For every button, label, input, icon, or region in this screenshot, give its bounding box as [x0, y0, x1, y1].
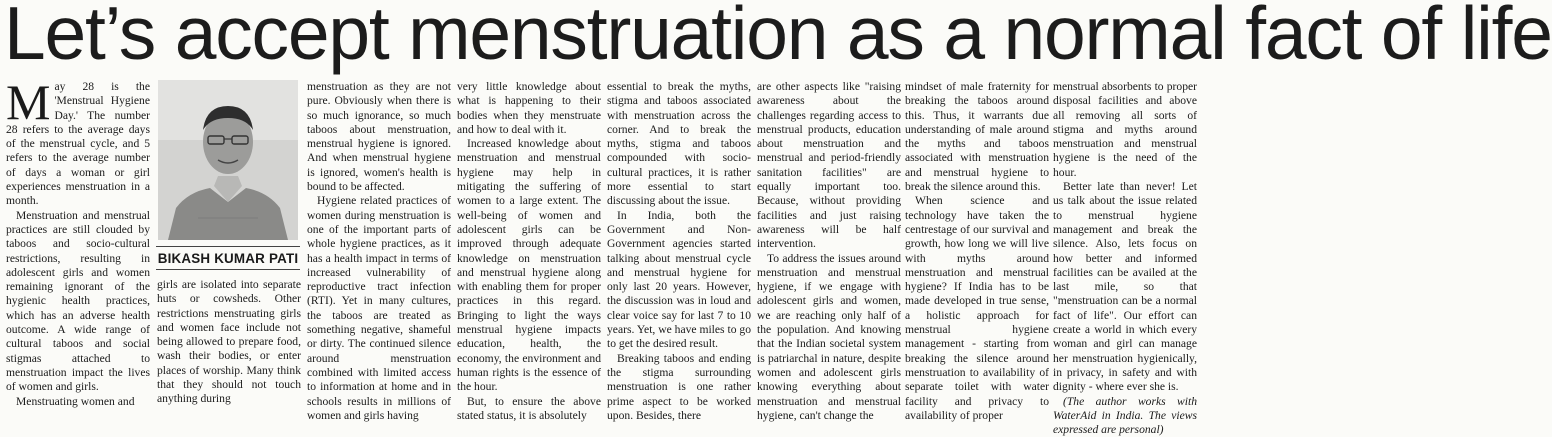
article-column-8: [1053, 80, 1197, 437]
paragraph: To address the issues around menstruation and menstrual hygiene, if we engage with adolescent girls and women, we are reaching only half of the population. And knowing that the Indian societal system is patriarchal in nature, despite women and adolescent girls knowing everything about menstruation and menstrual hygiene, can't change the: [757, 251, 901, 422]
article-column-4: [457, 80, 601, 422]
paragraph: Increased knowledge about menstruation and menstrual hygiene may help in mitigating the suffering of women to a large extent. The well-being of women and adolescent girls can be improved through adequate knowledge on menstruation and menstrual hygiene along with enabling them for proper practices in this regard. Bringing to light the ways menstrual hygiene impacts education, health, the economy, the environment and human rights is the essence of the hour.: [457, 137, 601, 394]
paragraph: essential to break the myths, stigma and taboos associated with menstruation across the corner. And to break the myths, stigma and taboos compounded with socio-cultural practices, it is rather more essential to start discussing about the issue.: [607, 80, 751, 208]
article-column-2: [157, 278, 301, 419]
headline: Let’s accept menstruation as a normal fact of life: [4, 0, 1552, 75]
author-byline: BIKASH KUMAR PATI: [156, 246, 300, 270]
paragraph: [6, 74, 150, 209]
paragraph: But, to ensure the above stated status, it is absolutely: [457, 394, 601, 422]
paragraph-text: ay 28 is the 'Menstrual Hygiene Day.' The number 28 refers to the average days of the menstrual cycle, and 5 refers to the average number of days a woman or girl experiences menstruation in a month.: [6, 80, 150, 208]
article-column-5: [607, 80, 751, 422]
author-note: (The author works with WaterAid in India. The views expressed are personal): [1053, 394, 1197, 437]
author-photo: [158, 80, 298, 240]
paragraph: very little knowledge about what is happening to their bodies when they menstruate and how to deal with it.: [457, 80, 601, 136]
paragraph: menstruation as they are not pure. Obviously when there is so much ignorance, so much taboos about menstruation, menstrual hygiene is ignored. And when menstrual hygiene is ignored, women's health is bound to be affected.: [307, 80, 451, 194]
paragraph: girls are isolated into separate huts or cowsheds. Other restrictions menstruating girls and women face include not being allowed to prepare food, wash their bodies, or enter places of worship. Many think that they should not touch anything during: [157, 278, 301, 406]
article-column-6: [757, 80, 901, 422]
paragraph: mindset of male fraternity for breaking the taboos around this. Thus, it warrants due understanding of male around the myths and taboos associated with menstruation and menstrual hygiene to break the silence around this.: [905, 80, 1049, 194]
paragraph: Menstruation and menstrual practices are still clouded by taboos and socio-cultural restrictions, resulting in adolescent girls and women remaining ignorant of the hygienic health practices, which has an adverse health outcome. A wide range of cultural taboos and social stigmas attached to menstruation impact the lives of women and girls.: [6, 208, 150, 394]
article-column-7: [905, 80, 1049, 422]
paragraph: Better late than never! Let us talk about the issue related to menstrual hygiene management and break the silence. Also, lets focus on how better and informed facilities can be availed at the last mile, so that "menstruation can be a normal fact of life". Our effort can create a world in which every woman and girl can manage her menstruation hygienically, in privacy, in safety and with dignity - where ever she is.: [1053, 180, 1197, 394]
paragraph: are other aspects like "raising awareness about the challenges regarding access to menstrual products, education about menstruation and menstrual and period-friendly sanitation facilities" are equally important too. Because, without providing facilities and just raising awareness will be half intervention.: [757, 80, 901, 251]
paragraph: menstrual absorbents to proper disposal facilities and above all removing all sorts of stigma and myths around menstruation and menstrual hygiene is the need of the hour.: [1053, 80, 1197, 179]
paragraph: Breaking taboos and ending the stigma surrounding menstruation is one rather prime aspect to be worked upon. Besides, there: [607, 351, 751, 422]
article-column-3: [307, 80, 451, 422]
paragraph: Hygiene related practices of women during menstruation is one of the important parts of whole hygiene practices, as it has a health impact in terms of increased vulnerability of reproductive tract infection (RTI). Yet in many cultures, the taboos are treated as something negative, shameful or dirty. The continued silence around menstruation combined with limited access to information at home and in schools results in millions of women and girls having: [307, 194, 451, 422]
paragraph: When science and technology have taken the centrestage of our survival and growth, how long we will live with myths around menstruation and menstrual hygiene? If India has to be made developed in true sense, a holistic approach for menstrual hygiene management - starting from breaking the silence around menstruation to availability of separate toilet with water facility and privacy to availability of proper: [905, 194, 1049, 422]
paragraph: In India, both the Government and Non-Government agencies started talking about menstrual cycle and menstrual hygiene for only last 20 years. However, the discussion was in loud and clear voice say for last 7 to 10 years. Yet, we have miles to go to get the desired result.: [607, 208, 751, 351]
paragraph: Menstruating women and: [16, 394, 135, 408]
drop-cap: M: [6, 74, 51, 130]
article-column-1: [6, 74, 150, 419]
author-portrait-image: [158, 80, 298, 240]
